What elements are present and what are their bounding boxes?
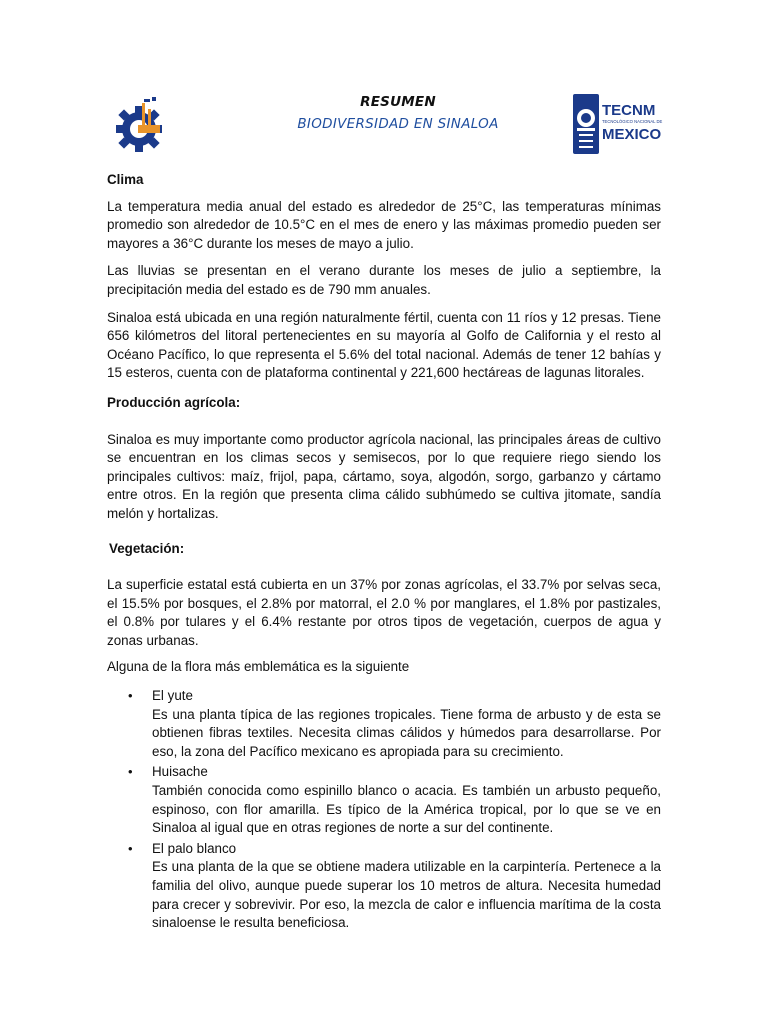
bullet-icon: • xyxy=(128,688,133,704)
flora-name: Huisache xyxy=(152,764,208,780)
flora-intro: Alguna de la flora más emblemática es la siguiente xyxy=(107,659,410,675)
bullet-icon: • xyxy=(128,840,133,856)
flora-name: El palo blanco xyxy=(152,840,237,856)
document-subtitle: BIODIVERSIDAD EN SINALOA xyxy=(297,116,499,132)
list-item xyxy=(107,840,661,933)
clima-paragraph-3: Sinaloa está ubicada en una región naturalmente fértil, cuenta con 11 ríos y 12 presas. Tiene 656 kilómetros del litoral pertenecientes en su mayoría al Golfo de California y el resto al Océano Pacífico, lo que representa el 5.6% del total nacional. Además de tener 12 bahías y 15 esteros, cuenta con de plataforma continental y 221,600 hectáreas de lagunas litorales. xyxy=(107,309,661,381)
clima-paragraph-2: Las lluvias se presentan en el verano durante los meses de julio a septiembre, la precipitación media del estado es de 790 mm anuales. xyxy=(107,263,661,297)
bullet-icon: • xyxy=(128,764,133,780)
flora-list xyxy=(107,687,661,933)
document-body xyxy=(107,171,661,935)
flora-description: Es una planta de la que se obtiene madera utilizable en la carpintería. Pertenece a la familia del olivo, aunque puede superar los 10 metros de altura. Necesita humedad para crecer y sobrevivir. Por eso, la mezcla de calor e influencia marítima de la costa sinaloense le resulta beneficiosa. xyxy=(152,859,661,931)
flora-name: El yute xyxy=(152,688,193,704)
tecnm-logo-line3: MEXICO xyxy=(602,126,662,143)
produccion-paragraph: Sinaloa es muy importante como productor agrícola nacional, las principales áreas de cultivo se encuentran en los climas secos y semisecos, por lo que requiere riego siendo los principales cultivos: maíz, frijol, papa, cártamo, soya, algodón, sorgo, garbanzo y cártamo entre otros. En la región que presenta clima cálido subhúmedo se cultiva jitomate, sandía melón y hortalizas. xyxy=(107,431,661,521)
heading-produccion: Producción agrícola: xyxy=(107,394,241,410)
title-block xyxy=(180,94,616,132)
institute-gear-logo xyxy=(112,95,170,157)
heading-clima: Clima xyxy=(107,172,144,187)
flora-description: También conocida como espinillo blanco o acacia. Es también un arbusto pequeño, espinoso, con flor amarilla. Es típico de la América tropical, por lo que se ve en Sinaloa al igual que en otras regiones de norte a sur del continente. xyxy=(152,783,661,836)
document-title: RESUMEN xyxy=(360,94,436,110)
flora-description: Es una planta típica de las regiones tropicales. Tiene forma de arbusto y de esta se obtienen fibras textiles. Necesita climas cálidos y húmedos para desarrollarse. Por eso, la zona del Pacífico mexicano es apropiada para su crecimiento. xyxy=(152,706,661,759)
list-item xyxy=(107,763,661,837)
tecnm-logo xyxy=(571,92,663,156)
list-item xyxy=(107,687,661,761)
tecnm-logo-line1: TECNM xyxy=(602,102,656,119)
clima-paragraph-1: La temperatura media anual del estado es alrededor de 25°C, las temperaturas mínimas promedio son alrededor de 10.5°C en el mes de enero y las máximas promedio pueden ser mayores a 36°C durante los meses de mayo a julio. xyxy=(107,198,661,251)
heading-vegetacion: Vegetación: xyxy=(109,540,185,556)
vegetacion-paragraph: La superficie estatal está cubierta en un 37% por zonas agrícolas, el 33.7% por selvas seca, el 15.5% por bosques, el 2.8% por matorral, el 2.0 % por manglares, el 1.8% por pastizales, el 0.8% por tulares y el 6.4% restante por otros tipos de vegetación, cuerpos de agua y zonas urbanas. xyxy=(107,577,661,648)
tecnm-logo-line2: TECNOLÓGICO NACIONAL DE xyxy=(602,119,663,124)
